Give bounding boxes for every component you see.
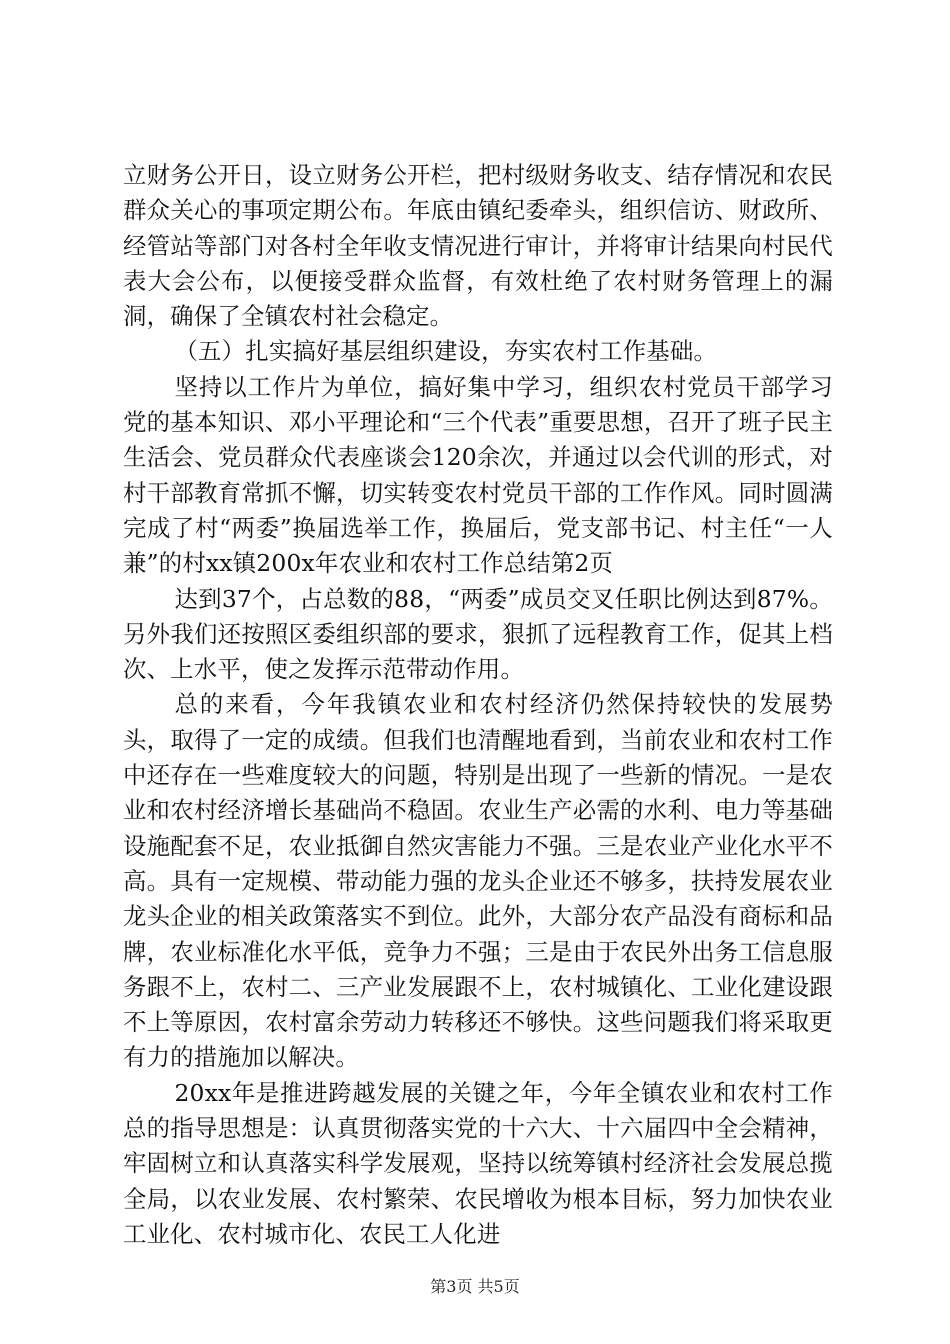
paragraph-guiding-thought: 20xx年是推进跨越发展的关键之年，今年全镇农业和农村工作总的指导思想是：认真贯彻落实党的十六大、十六届四中全会精神，牢固树立和认真落实科学发展观，坚持以统筹镇村经济社会发展总揽全局，以农业发展、农村繁荣、农民增收为根本目标，努力加快农业工业化、农村城市化、农民工人化进	[123, 1078, 833, 1248]
paragraph-finance-disclosure: 立财务公开日，设立财务公开栏，把村级财务收支、结存情况和农民群众关心的事项定期公布。年底由镇纪委牵头，组织信访、财政所、经管站等部门对各村全年收支情况进行审计，并将审计结果向村民代表大会公布，以便接受群众监督，有效杜绝了农村财务管理上的漏洞，确保了全镇农村社会稳定。	[123, 161, 833, 331]
paragraph-problems-summary: 总的来看，今年我镇农业和农村经济仍然保持较快的发展势头，取得了一定的成绩。但我们也清醒地看到，当前农业和农村工作中还存在一些难度较大的问题，特别是出现了一些新的情况。一是农业和农村经济增长基础尚不稳固。农业生产必需的水利、电力等基础设施配套不足，农业抵御自然灾害能力不强。三是农业产业化水平不高。具有一定规模、带动能力强的龙头企业还不够多，扶持发展农业龙头企业的相关政策落实不到位。此外，大部分农产品没有商标和品牌，农业标准化水平低，竞争力不强；三是由于农民外出务工信息服务跟不上，农村二、三产业发展跟不上，农村城镇化、工业化建设跟不上等原因，农村富余劳动力转移还不够快。这些问题我们将采取更有力的措施加以解决。	[123, 690, 833, 1072]
paragraph-cross-appointment: 达到37个，占总数的88，“两委”成员交叉任职比例达到87%。另外我们还按照区委组织部的要求，狠抓了远程教育工作，促其上档次、上水平，使之发挥示范带动作用。	[123, 584, 833, 684]
section-heading-five: （五）扎实搞好基层组织建设，夯实农村工作基础。	[174, 337, 718, 366]
document-body	[123, 158, 833, 1252]
paragraph-organization-building: 坚持以工作片为单位，搞好集中学习，组织农村党员干部学习党的基本知识、邓小平理论和“三个代表”重要思想，召开了班子民主生活会、党员群众代表座谈会120余次，并通过以会代训的形式，对村干部教育常抓不懈，切实转变农村党员干部的工作作风。同时圆满完成了村“两委”换届选举工作，换届后，党支部书记、村主任“一人兼”的村xx镇200x年农业和农村工作总结第2页	[123, 372, 833, 578]
page-footer: 第3页 共5页	[430, 1277, 520, 1296]
